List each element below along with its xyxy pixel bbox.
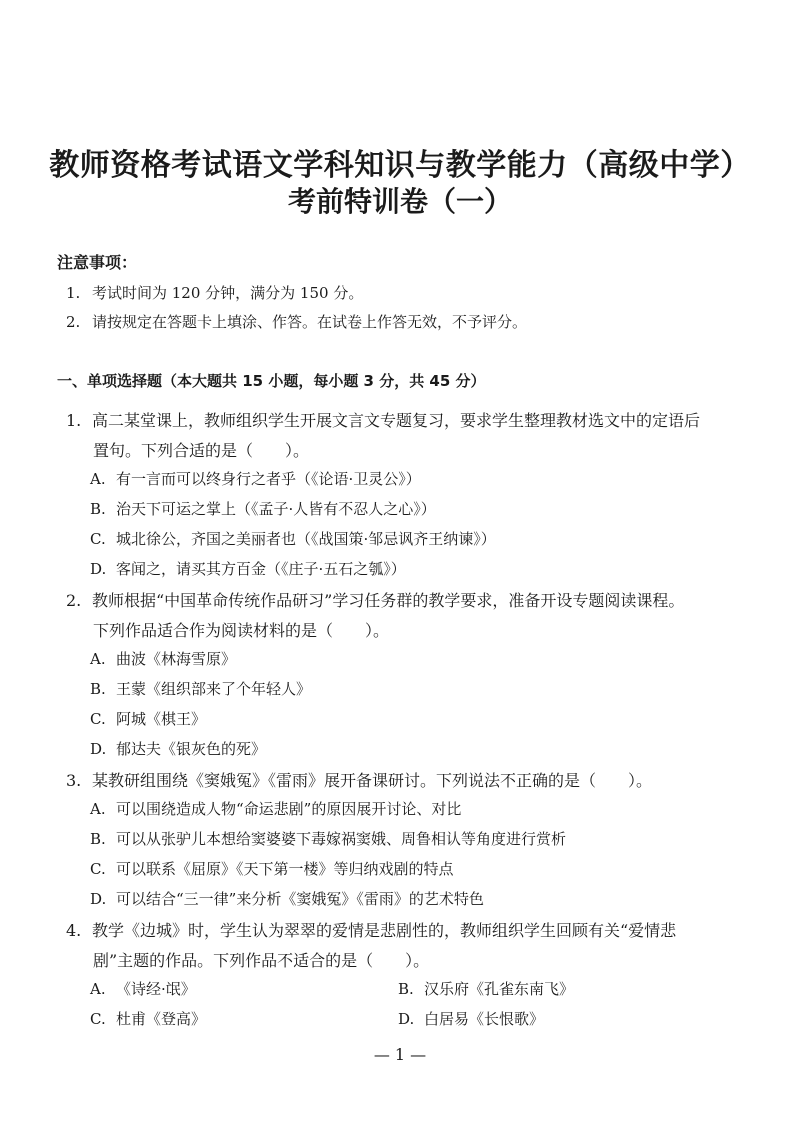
option-label: A. (90, 800, 106, 818)
option-label: D. (398, 1010, 415, 1028)
option-label: A. (90, 980, 106, 998)
question-2 (66, 588, 684, 611)
option-label: C. (90, 530, 106, 548)
option-c (90, 858, 454, 879)
option-label: B. (90, 680, 106, 698)
option-a (90, 648, 236, 669)
option-text: 有一言而可以终身行之者乎（《论语·卫灵公》） (116, 470, 421, 488)
question-number: 3. (66, 771, 82, 790)
option-text: 阿城《棋王》 (116, 710, 207, 728)
notice-item (66, 311, 527, 332)
option-text: 王蒙《组织部来了个年轻人》 (116, 680, 312, 698)
option-b (90, 828, 566, 849)
option-d (398, 1008, 544, 1029)
option-text: 《诗经·氓》 (116, 980, 196, 998)
option-b (398, 978, 574, 999)
option-text: 白居易《长恨歌》 (424, 1010, 545, 1028)
exam-title: 教师资格考试语文学科知识与教学能力（高级中学） (49, 148, 751, 183)
question-stem-line: 高二某堂课上，教师组织学生开展文言文专题复习，要求学生整理教材选文中的定语后 (92, 411, 701, 430)
option-text: 可以从张驴儿本想给窦婆婆下毒嫁祸窦娥、周鲁相认等角度进行赏析 (116, 830, 567, 848)
option-b (90, 498, 436, 519)
option-d (90, 558, 406, 579)
option-text: 郁达夫《银灰色的死》 (116, 740, 267, 758)
option-label: D. (90, 740, 107, 758)
option-text: 客闻之，请买其方百金（《庄子·五石之瓠》） (116, 560, 406, 578)
option-text: 城北徐公，齐国之美丽者也（《战国策·邹忌讽齐王纳谏》） (116, 530, 496, 548)
option-text: 可以联系《屈原》《天下第一楼》等归纳戏剧的特点 (116, 860, 454, 878)
question-4 (66, 918, 676, 941)
question-3 (66, 768, 652, 791)
option-label: B. (398, 980, 414, 998)
option-c (90, 1008, 206, 1029)
option-text: 杜甫《登高》 (116, 1010, 207, 1028)
option-label: A. (90, 650, 106, 668)
question-stem-line: 某教研组围绕《窦娥冤》《雷雨》展开备课研讨。下列说法不正确的是（ ）。 (92, 771, 653, 790)
notice-heading: 注意事项： (57, 253, 138, 272)
notice-item-number: 1. (66, 284, 81, 302)
question-1 (66, 408, 700, 431)
option-label: C. (90, 1010, 106, 1028)
question-number: 1. (66, 411, 82, 430)
option-b (90, 678, 311, 699)
option-label: D. (90, 560, 107, 578)
notice-item-number: 2. (66, 313, 81, 331)
option-text: 治天下可运之掌上（《孟子·人皆有不忍人之心》） (116, 500, 436, 518)
option-label: D. (90, 890, 107, 908)
option-label: A. (90, 470, 106, 488)
page-number: — 1 — (373, 1045, 427, 1064)
exam-subtitle: 考前特训卷（一） (287, 185, 512, 218)
option-d (90, 738, 266, 759)
question-stem-line: 教学《边城》时，学生认为翠翠的爱情是悲剧性的，教师组织学生回顾有关“爱情悲 (92, 921, 677, 940)
question-stem-line: 教师根据“中国革命传统作品研习”学习任务群的教学要求，准备开设专题阅读课程。 (92, 591, 685, 610)
option-c (90, 708, 206, 729)
option-label: B. (90, 830, 106, 848)
option-text: 曲波《林海雪原》 (116, 650, 237, 668)
question-number: 4. (66, 921, 82, 940)
question-number: 2. (66, 591, 82, 610)
question-stem-line: 下列作品适合作为阅读材料的是（ ）。 (93, 621, 390, 640)
option-a (90, 978, 196, 999)
notice-item-text: 考试时间为 120 分钟，满分为 150 分。 (92, 284, 364, 302)
option-c (90, 528, 496, 549)
option-text: 可以结合“三一律”来分析《窦娥冤》《雷雨》的艺术特色 (116, 890, 484, 908)
section-heading: 一、单项选择题（本大题共 15 小题，每小题 3 分，共 45 分） (57, 372, 486, 390)
notice-item-text: 请按规定在答题卡上填涂、作答。在试卷上作答无效，不予评分。 (92, 313, 528, 331)
option-text: 可以围绕造成人物“命运悲剧”的原因展开讨论、对比 (116, 800, 462, 818)
notice-item (66, 282, 363, 303)
option-d (90, 888, 484, 909)
option-a (90, 468, 421, 489)
option-label: C. (90, 710, 106, 728)
option-text: 汉乐府《孔雀东南飞》 (424, 980, 575, 998)
option-a (90, 798, 461, 819)
question-stem-line: 剧”主题的作品。下列作品不适合的是（ ）。 (93, 951, 430, 970)
question-stem-line: 置句。下列合适的是（ ）。 (93, 441, 310, 460)
option-label: B. (90, 500, 106, 518)
option-label: C. (90, 860, 106, 878)
